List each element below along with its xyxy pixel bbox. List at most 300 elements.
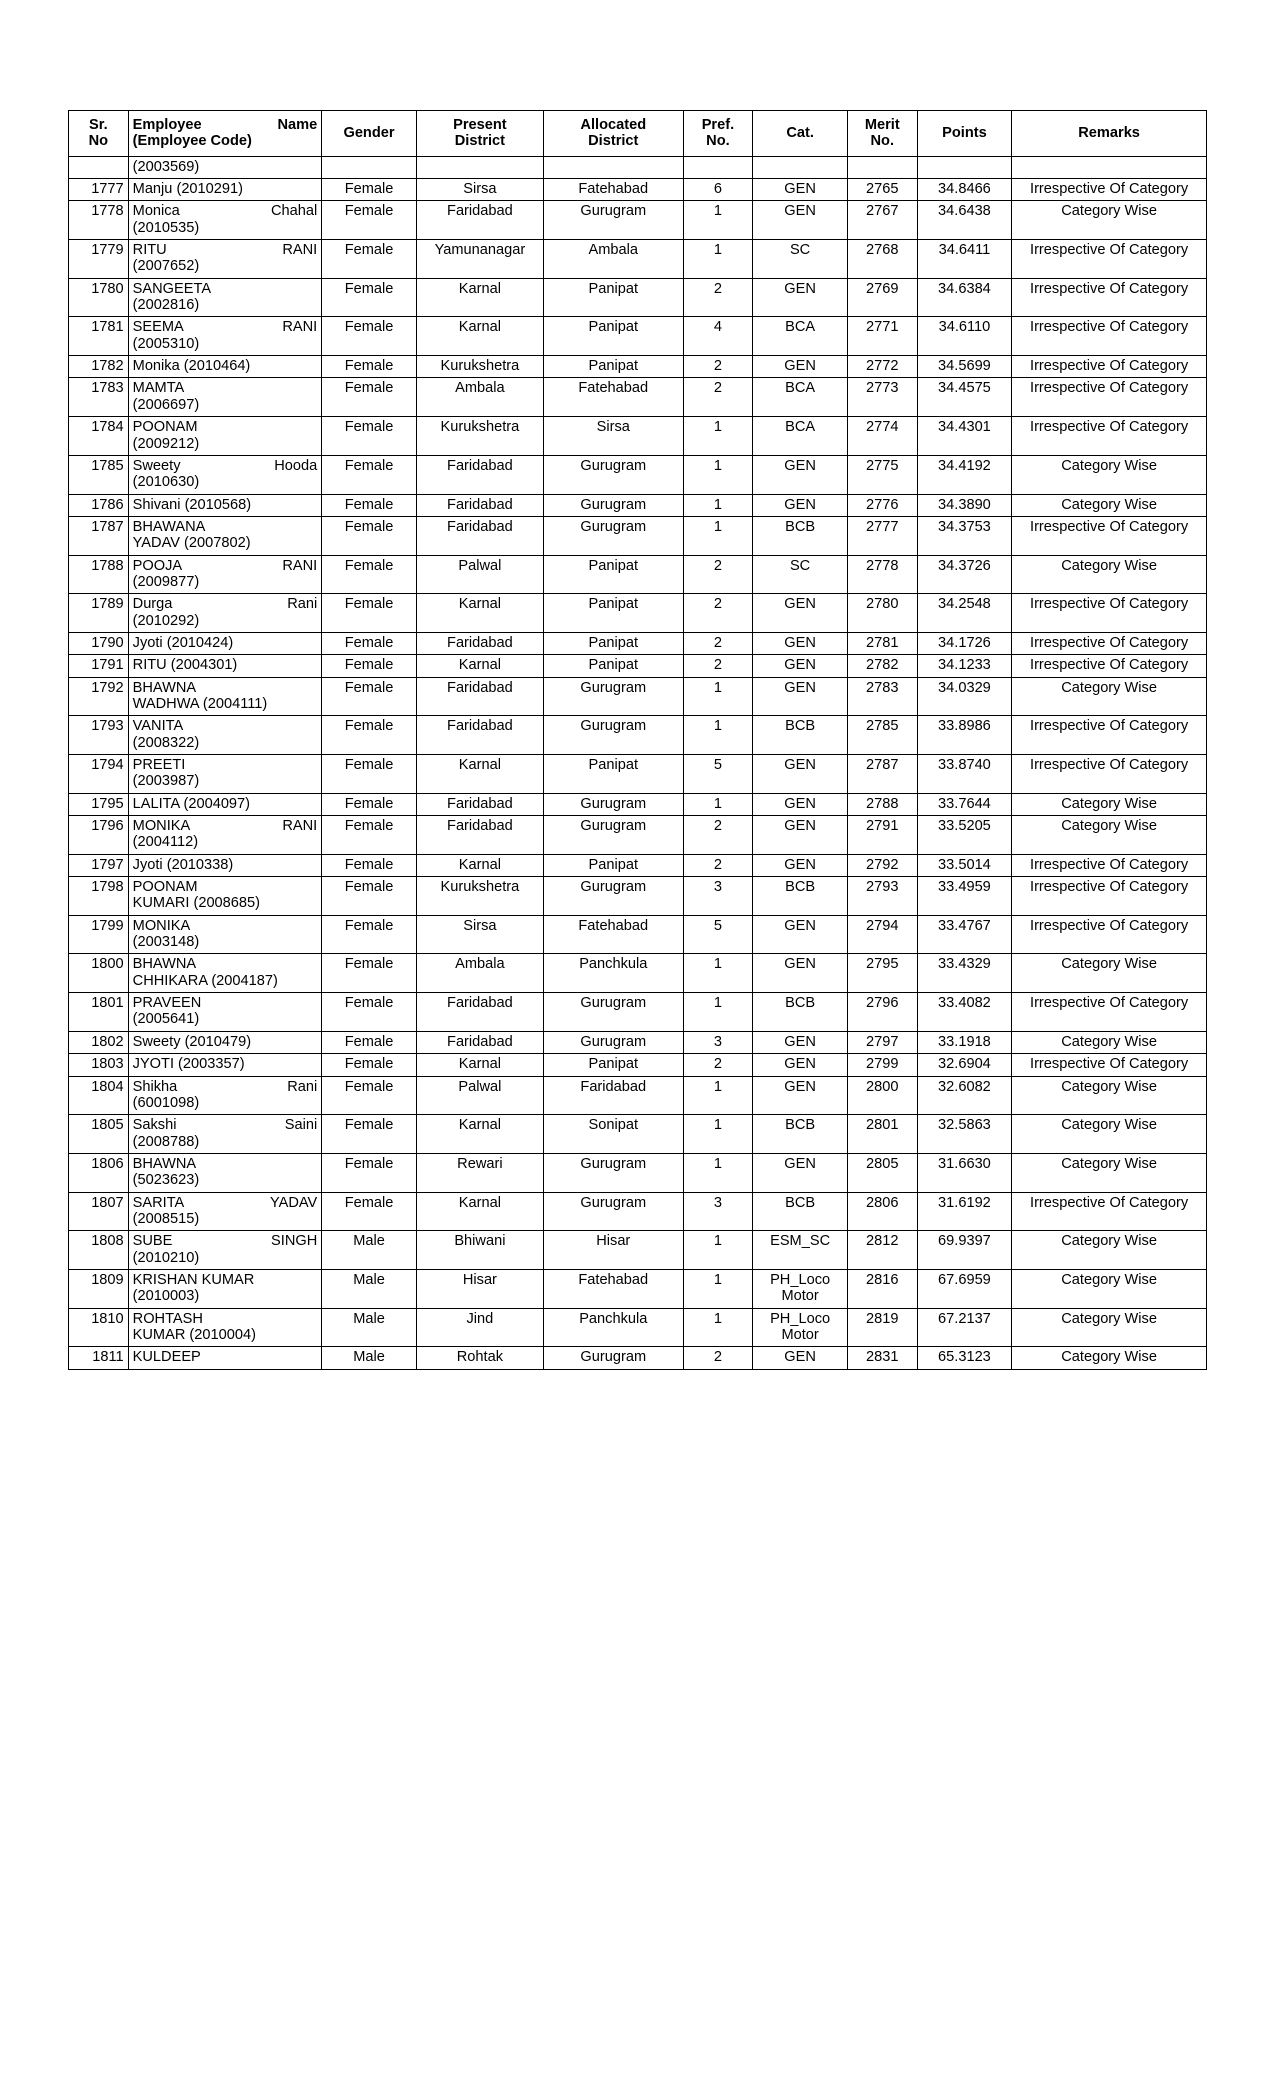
cell-remarks: Irrespective Of Category (1012, 632, 1207, 654)
cell-remarks: Irrespective Of Category (1012, 356, 1207, 378)
cell-points: 34.3726 (917, 555, 1012, 594)
cell-merit-no: 2792 (847, 854, 917, 876)
column-header-gender (322, 111, 417, 157)
cell-remarks: Category Wise (1012, 1031, 1207, 1053)
cell-category: BCA (753, 317, 848, 356)
table-row (69, 632, 1207, 654)
cell-allocated-district: Gurugram (543, 1031, 683, 1053)
employee-code: (2010210) (132, 1249, 200, 1266)
cell-merit-no: 2799 (847, 1054, 917, 1076)
employee-first-name: Sweety (132, 457, 181, 474)
employee-first-name: POOJA (132, 557, 183, 574)
employee-first-name: ROHTASH (132, 1310, 203, 1327)
employee-first-name: KRISHAN KUMAR (132, 1271, 255, 1288)
table-row (69, 816, 1207, 855)
cell-category: GEN (753, 278, 848, 317)
cell-remarks: Irrespective Of Category (1012, 854, 1207, 876)
employee-first-name: RITU (2004301) (132, 657, 238, 674)
cell-merit-no: 2767 (847, 201, 917, 240)
employee-code: (2009877) (132, 573, 200, 590)
cell-pref-no: 1 (683, 417, 753, 456)
cell-points: 34.1726 (917, 632, 1012, 654)
cell-category: ESM_SC (753, 1231, 848, 1270)
cell-allocated-district: Panipat (543, 278, 683, 317)
cell-points: 33.1918 (917, 1031, 1012, 1053)
cell-allocated-district: Panipat (543, 854, 683, 876)
cell-pref-no: 1 (683, 516, 753, 555)
cell-present-district: Hisar (416, 1269, 543, 1308)
cell-allocated-district: Gurugram (543, 1192, 683, 1231)
cell-merit-no: 2805 (847, 1153, 917, 1192)
cell-employee-name (128, 655, 322, 677)
cell-allocated-district: Panipat (543, 1054, 683, 1076)
employee-first-name: Shikha (132, 1078, 178, 1095)
cell-employee-name (128, 1347, 322, 1369)
cell-pref-no: 4 (683, 317, 753, 356)
employee-code: (2009212) (132, 435, 200, 452)
cell-pref-no: 2 (683, 1054, 753, 1076)
cell-remarks: Irrespective Of Category (1012, 317, 1207, 356)
cell-sr-no: 1788 (69, 555, 129, 594)
employee-code: (2008788) (132, 1133, 200, 1150)
cell-allocated-district: Sirsa (543, 417, 683, 456)
cell-pref-no: 2 (683, 632, 753, 654)
cell-pref-no: 1 (683, 201, 753, 240)
employee-code: (2008322) (132, 734, 200, 751)
cell-sr-no: 1782 (69, 356, 129, 378)
header-line: No (88, 133, 109, 150)
employee-code: WADHWA (2004111) (132, 695, 268, 712)
cell-remarks: Irrespective Of Category (1012, 417, 1207, 456)
cell-merit-no: 2787 (847, 755, 917, 794)
employee-first-name: MAMTA (132, 380, 185, 397)
cell-sr-no: 1790 (69, 632, 129, 654)
cell-sr-no: 1798 (69, 877, 129, 916)
employee-code: KUMARI (2008685) (132, 895, 261, 912)
cell-sr-no: 1787 (69, 516, 129, 555)
cell-points: 34.3890 (917, 494, 1012, 516)
cell-remarks: Category Wise (1012, 1308, 1207, 1347)
cell-gender: Female (322, 677, 417, 716)
cell-employee-name (128, 1269, 322, 1308)
cell-employee-name (128, 632, 322, 654)
cell-category: BCA (753, 378, 848, 417)
cell-pref-no: 1 (683, 993, 753, 1032)
employee-last-name: RANI (282, 242, 318, 259)
employee-first-name: Monika (2010464) (132, 358, 251, 375)
cell-sr-no: 1806 (69, 1153, 129, 1192)
table-row (69, 356, 1207, 378)
cell-points: 34.2548 (917, 594, 1012, 633)
cell-points: 32.5863 (917, 1115, 1012, 1154)
cell-present-district: Karnal (416, 1054, 543, 1076)
employee-code: CHHIKARA (2004187) (132, 972, 278, 989)
cell-remarks: Category Wise (1012, 816, 1207, 855)
cell-gender: Male (322, 1231, 417, 1270)
employee-code: (2007652) (132, 258, 200, 275)
cell-sr-no: 1801 (69, 993, 129, 1032)
cell-merit-no: 2781 (847, 632, 917, 654)
cell-present-district: Faridabad (416, 793, 543, 815)
header-line: Pref. (701, 117, 735, 133)
table-row (69, 1347, 1207, 1369)
employee-first-name: BHAWNA (132, 1155, 197, 1172)
cell-gender: Female (322, 1054, 417, 1076)
cell-present-district: Faridabad (416, 201, 543, 240)
cell-gender: Female (322, 240, 417, 279)
cell-gender: Female (322, 516, 417, 555)
cell-merit-no: 2775 (847, 455, 917, 494)
cell-present-district: Ambala (416, 954, 543, 993)
cell-pref-no: 2 (683, 555, 753, 594)
cell-remarks: Irrespective Of Category (1012, 594, 1207, 633)
cell-pref-no: 1 (683, 1269, 753, 1308)
cell-sr-no (69, 156, 129, 178)
cell-points: 34.6384 (917, 278, 1012, 317)
column-header-merit-no (847, 111, 917, 157)
cell-present-district: Bhiwani (416, 1231, 543, 1270)
cell-category: GEN (753, 816, 848, 855)
cell-category: GEN (753, 632, 848, 654)
employee-first-name: SUBE (132, 1233, 173, 1250)
cell-merit-no: 2772 (847, 356, 917, 378)
column-header-cat (753, 111, 848, 157)
cell-allocated-district: Gurugram (543, 494, 683, 516)
cell-sr-no: 1785 (69, 455, 129, 494)
employee-first-name: Sakshi (132, 1117, 177, 1134)
cell-points: 33.4082 (917, 993, 1012, 1032)
cell-allocated-district: Panipat (543, 555, 683, 594)
header-line: Sr. (88, 117, 108, 133)
cell-pref-no: 3 (683, 1192, 753, 1231)
employee-code: (2003987) (132, 773, 200, 790)
cell-gender: Female (322, 915, 417, 954)
cell-points: 34.5699 (917, 356, 1012, 378)
cell-category: BCB (753, 716, 848, 755)
employee-first-name: MONIKA (132, 917, 191, 934)
cell-present-district: Faridabad (416, 677, 543, 716)
cell-points: 33.8740 (917, 755, 1012, 794)
cell-employee-name (128, 993, 322, 1032)
employee-last-name: RANI (282, 319, 318, 336)
employee-first-name: BHAWNA (132, 679, 197, 696)
cell-remarks: Category Wise (1012, 1347, 1207, 1369)
cell-category: GEN (753, 1347, 848, 1369)
cell-present-district: Faridabad (416, 455, 543, 494)
header-line: District (588, 133, 639, 150)
cell-remarks: Category Wise (1012, 201, 1207, 240)
cell-points (917, 156, 1012, 178)
cell-points: 69.9397 (917, 1231, 1012, 1270)
employee-code: (2010535) (132, 219, 200, 236)
employee-first-name: KULDEEP (132, 1349, 201, 1366)
cell-sr-no: 1784 (69, 417, 129, 456)
cell-category: GEN (753, 1076, 848, 1115)
cell-present-district: Karnal (416, 1115, 543, 1154)
employee-first-name: BHAWANA (132, 518, 206, 535)
cell-allocated-district: Panipat (543, 755, 683, 794)
cell-employee-name (128, 1192, 322, 1231)
cell-remarks: Irrespective Of Category (1012, 716, 1207, 755)
cell-points: 33.4329 (917, 954, 1012, 993)
cell-gender: Female (322, 201, 417, 240)
table-body (69, 156, 1207, 1369)
cell-allocated-district: Panchkula (543, 954, 683, 993)
cell-points: 33.5014 (917, 854, 1012, 876)
employee-code: (6001098) (132, 1094, 200, 1111)
employee-first-name: VANITA (132, 718, 184, 735)
employee-first-name: (2003569) (132, 158, 200, 175)
table-row (69, 1031, 1207, 1053)
cell-employee-name (128, 516, 322, 555)
cell-employee-name (128, 555, 322, 594)
cell-sr-no: 1794 (69, 755, 129, 794)
table-header-row (69, 111, 1207, 157)
cell-pref-no: 5 (683, 755, 753, 794)
cell-sr-no: 1793 (69, 716, 129, 755)
cell-pref-no: 1 (683, 1076, 753, 1115)
cell-present-district: Karnal (416, 755, 543, 794)
cell-employee-name (128, 156, 322, 178)
cell-present-district: Faridabad (416, 494, 543, 516)
cell-points: 65.3123 (917, 1347, 1012, 1369)
cell-allocated-district (543, 156, 683, 178)
cell-employee-name (128, 1308, 322, 1347)
cell-present-district: Rohtak (416, 1347, 543, 1369)
cell-pref-no: 1 (683, 455, 753, 494)
cell-pref-no: 6 (683, 179, 753, 201)
cell-merit-no (847, 156, 917, 178)
table-row (69, 417, 1207, 456)
cell-sr-no: 1781 (69, 317, 129, 356)
employee-last-name: Hooda (274, 457, 318, 474)
cell-allocated-district: Fatehabad (543, 915, 683, 954)
cell-category: BCB (753, 877, 848, 916)
cell-remarks: Category Wise (1012, 677, 1207, 716)
cell-gender: Female (322, 1115, 417, 1154)
cell-present-district: Karnal (416, 1192, 543, 1231)
table-row (69, 1192, 1207, 1231)
cell-points: 34.4192 (917, 455, 1012, 494)
cell-remarks: Irrespective Of Category (1012, 278, 1207, 317)
cell-merit-no: 2765 (847, 179, 917, 201)
cell-employee-name (128, 716, 322, 755)
employee-first-name: SEEMA (132, 319, 184, 336)
cell-points: 34.8466 (917, 179, 1012, 201)
cell-pref-no: 2 (683, 816, 753, 855)
cell-allocated-district: Ambala (543, 240, 683, 279)
table-row (69, 455, 1207, 494)
table-row (69, 201, 1207, 240)
cell-remarks: Irrespective Of Category (1012, 755, 1207, 794)
employee-first-name: MONIKA (132, 818, 191, 835)
cell-remarks: Irrespective Of Category (1012, 378, 1207, 417)
cell-sr-no: 1804 (69, 1076, 129, 1115)
cell-present-district: Yamunanagar (416, 240, 543, 279)
cell-category: GEN (753, 179, 848, 201)
cell-gender: Female (322, 278, 417, 317)
cell-points: 34.6438 (917, 201, 1012, 240)
table-row (69, 516, 1207, 555)
cell-sr-no: 1811 (69, 1347, 129, 1369)
cell-sr-no: 1783 (69, 378, 129, 417)
table-row (69, 1269, 1207, 1308)
cell-category: GEN (753, 356, 848, 378)
cell-merit-no: 2791 (847, 816, 917, 855)
cell-pref-no: 1 (683, 494, 753, 516)
cell-category: BCB (753, 1115, 848, 1154)
table-row (69, 716, 1207, 755)
cell-points: 32.6904 (917, 1054, 1012, 1076)
cell-present-district: Jind (416, 1308, 543, 1347)
employee-code: (2008515) (132, 1210, 200, 1227)
cell-gender: Female (322, 378, 417, 417)
cell-gender: Male (322, 1269, 417, 1308)
cell-sr-no: 1800 (69, 954, 129, 993)
cell-sr-no: 1799 (69, 915, 129, 954)
cell-pref-no: 2 (683, 594, 753, 633)
cell-pref-no: 1 (683, 240, 753, 279)
cell-points: 34.4575 (917, 378, 1012, 417)
cell-present-district: Karnal (416, 278, 543, 317)
cell-gender: Female (322, 816, 417, 855)
cell-merit-no: 2793 (847, 877, 917, 916)
cell-remarks: Irrespective Of Category (1012, 655, 1207, 677)
cell-pref-no: 5 (683, 915, 753, 954)
cell-sr-no: 1795 (69, 793, 129, 815)
cell-points: 31.6630 (917, 1153, 1012, 1192)
cell-remarks: Irrespective Of Category (1012, 516, 1207, 555)
cell-category: BCA (753, 417, 848, 456)
cell-merit-no: 2777 (847, 516, 917, 555)
table-row (69, 1054, 1207, 1076)
employee-first-name: Monica (132, 203, 180, 220)
cell-pref-no: 1 (683, 716, 753, 755)
cell-remarks: Category Wise (1012, 1231, 1207, 1270)
cell-gender (322, 156, 417, 178)
cell-allocated-district: Gurugram (543, 455, 683, 494)
cell-gender: Female (322, 755, 417, 794)
cell-employee-name (128, 179, 322, 201)
cell-pref-no: 1 (683, 1231, 753, 1270)
cell-points: 67.2137 (917, 1308, 1012, 1347)
employee-last-name: Chahal (271, 203, 318, 220)
table-row (69, 156, 1207, 178)
cell-remarks: Category Wise (1012, 555, 1207, 594)
cell-allocated-district: Gurugram (543, 877, 683, 916)
table-row (69, 755, 1207, 794)
cell-present-district: Faridabad (416, 993, 543, 1032)
cell-allocated-district: Panipat (543, 356, 683, 378)
cell-sr-no: 1786 (69, 494, 129, 516)
table-row (69, 317, 1207, 356)
table-row (69, 179, 1207, 201)
cell-category: BCB (753, 516, 848, 555)
employee-first-name: RITU (132, 242, 167, 259)
cell-remarks (1012, 156, 1207, 178)
cell-allocated-district: Sonipat (543, 1115, 683, 1154)
cell-allocated-district: Gurugram (543, 677, 683, 716)
employee-first-name: Shivani (2010568) (132, 496, 252, 513)
cell-employee-name (128, 1115, 322, 1154)
cell-points: 34.4301 (917, 417, 1012, 456)
cell-present-district: Karnal (416, 655, 543, 677)
cell-pref-no: 1 (683, 1153, 753, 1192)
cell-merit-no: 2776 (847, 494, 917, 516)
employee-last-name: Saini (284, 1117, 318, 1134)
cell-allocated-district: Panipat (543, 594, 683, 633)
employee-last-name: Rani (287, 596, 318, 613)
employee-last-name: YADAV (269, 1194, 318, 1211)
table-row (69, 915, 1207, 954)
employee-code: (2003148) (132, 934, 200, 951)
cell-remarks: Category Wise (1012, 1269, 1207, 1308)
cell-present-district: Palwal (416, 555, 543, 594)
cell-merit-no: 2795 (847, 954, 917, 993)
cell-employee-name (128, 755, 322, 794)
cell-allocated-district: Gurugram (543, 201, 683, 240)
cell-sr-no: 1791 (69, 655, 129, 677)
cell-remarks: Irrespective Of Category (1012, 877, 1207, 916)
cell-present-district: Sirsa (416, 179, 543, 201)
cell-merit-no: 2782 (847, 655, 917, 677)
cell-employee-name (128, 954, 322, 993)
cell-remarks: Irrespective Of Category (1012, 179, 1207, 201)
cell-pref-no: 2 (683, 356, 753, 378)
employee-last-name: RANI (282, 557, 318, 574)
cell-gender: Female (322, 632, 417, 654)
cell-category: GEN (753, 1054, 848, 1076)
cell-gender: Female (322, 555, 417, 594)
cell-merit-no: 2801 (847, 1115, 917, 1154)
cell-present-district: Ambala (416, 378, 543, 417)
cell-pref-no: 3 (683, 877, 753, 916)
employee-code: KUMAR (2010004) (132, 1326, 256, 1343)
cell-category: PH_Loco Motor (753, 1308, 848, 1347)
cell-category: GEN (753, 954, 848, 993)
cell-remarks: Irrespective Of Category (1012, 993, 1207, 1032)
table-row (69, 854, 1207, 876)
employee-first-name: PREETI (132, 757, 186, 773)
table-row (69, 1076, 1207, 1115)
employee-first-name: JYOTI (2003357) (132, 1056, 245, 1073)
employee-first-name: Jyoti (2010424) (132, 634, 234, 651)
cell-allocated-district: Panipat (543, 655, 683, 677)
cell-allocated-district: Panipat (543, 632, 683, 654)
employee-first-name: POONAM (132, 419, 198, 436)
employee-last-name: SINGH (271, 1233, 318, 1250)
cell-merit-no: 2816 (847, 1269, 917, 1308)
cell-points: 33.7644 (917, 793, 1012, 815)
header-line: Gender (343, 125, 395, 142)
cell-employee-name (128, 494, 322, 516)
table-row (69, 555, 1207, 594)
cell-category: PH_Loco Motor (753, 1269, 848, 1308)
cell-gender: Female (322, 1192, 417, 1231)
cell-pref-no: 1 (683, 954, 753, 993)
cell-points: 34.6110 (917, 317, 1012, 356)
cell-employee-name (128, 677, 322, 716)
cell-remarks: Category Wise (1012, 494, 1207, 516)
cell-pref-no: 2 (683, 854, 753, 876)
column-header-pref-no (683, 111, 753, 157)
table-row (69, 877, 1207, 916)
header-line: Name (277, 117, 318, 133)
cell-pref-no: 2 (683, 278, 753, 317)
cell-gender: Female (322, 993, 417, 1032)
employee-first-name: POONAM (132, 879, 198, 896)
cell-merit-no: 2796 (847, 993, 917, 1032)
